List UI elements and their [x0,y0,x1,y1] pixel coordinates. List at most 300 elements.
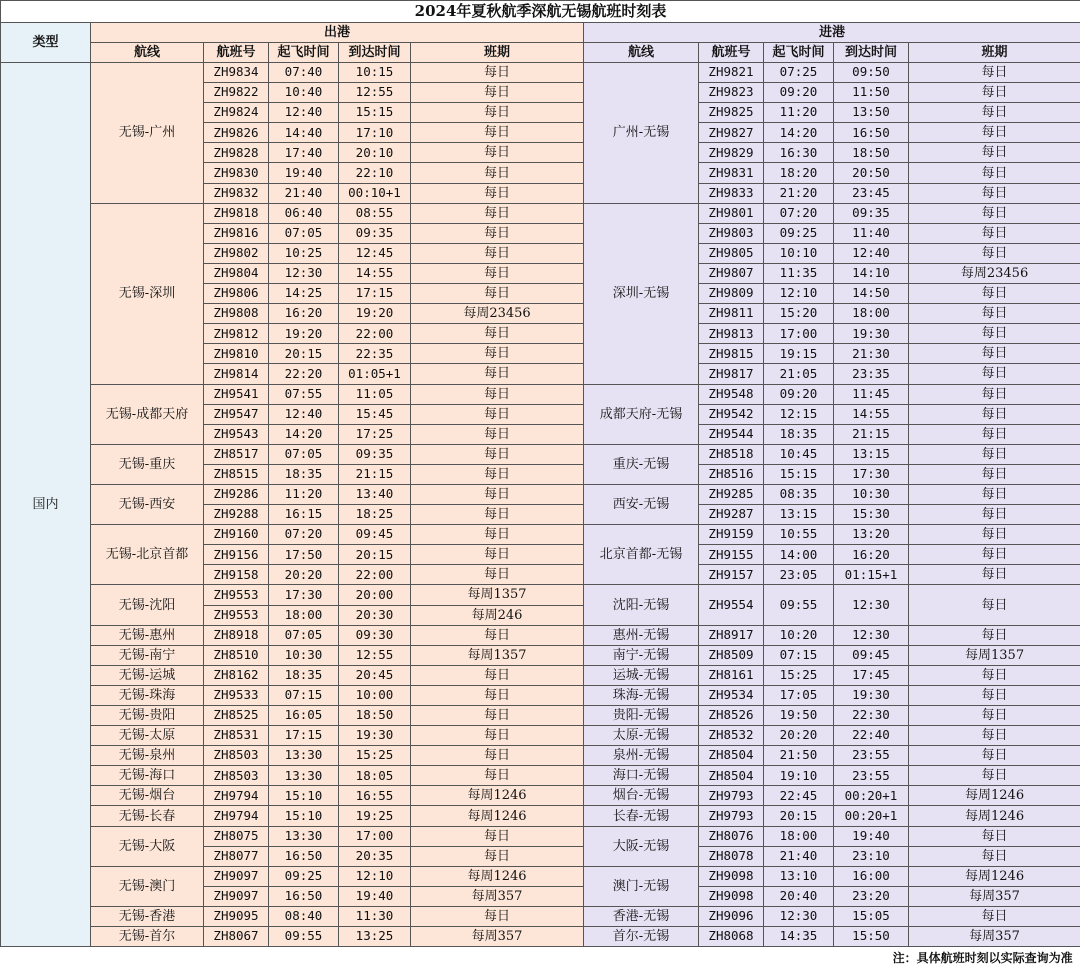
inbound-dep-cell: 21:20 [764,183,834,203]
outbound-arr-cell: 20:45 [339,665,411,685]
category-cell: 国内 [1,63,91,947]
outbound-dep-cell: 20:15 [269,344,339,364]
inbound-dep-cell: 10:20 [764,625,834,645]
inbound-schedule-cell: 每周1246 [909,866,1080,886]
inbound-schedule-cell: 每日 [909,665,1080,685]
outbound-schedule-cell: 每日 [411,63,584,83]
outbound-dep-cell: 07:20 [269,525,339,545]
outbound-flight-cell: ZH9541 [204,384,269,404]
inbound-flight-cell: ZH9817 [699,364,764,384]
outbound-arr-cell: 20:35 [339,846,411,866]
inbound-dep-cell: 18:20 [764,163,834,183]
outbound-flight-cell: ZH9288 [204,505,269,525]
outbound-arr-cell: 16:55 [339,786,411,806]
inbound-flight-cell: ZH9807 [699,263,764,283]
outbound-dep-cell: 10:25 [269,243,339,263]
inbound-arr-cell: 23:35 [834,364,909,384]
inbound-flight-cell: ZH8161 [699,665,764,685]
outbound-dep-cell: 12:30 [269,263,339,283]
outbound-schedule-cell: 每日 [411,706,584,726]
inbound-schedule-cell: 每日 [909,123,1080,143]
inbound-route-cell: 烟台-无锡 [584,786,699,806]
inbound-dep-cell: 09:25 [764,223,834,243]
out-dep-header: 起飞时间 [269,43,339,63]
outbound-route-cell: 无锡-烟台 [91,786,204,806]
inbound-schedule-cell: 每日 [909,103,1080,123]
inbound-schedule-cell: 每周1246 [909,786,1080,806]
outbound-arr-cell: 12:10 [339,866,411,886]
outbound-arr-cell: 11:30 [339,906,411,926]
outbound-arr-cell: 11:05 [339,384,411,404]
outbound-schedule-cell: 每日 [411,766,584,786]
outbound-dep-cell: 13:30 [269,766,339,786]
outbound-schedule-cell: 每日 [411,826,584,846]
outbound-schedule-cell: 每日 [411,83,584,103]
outbound-dep-cell: 17:30 [269,585,339,605]
outbound-schedule-cell: 每日 [411,384,584,404]
inbound-flight-cell: ZH9811 [699,304,764,324]
outbound-flight-cell: ZH9804 [204,263,269,283]
table-row [1,384,1080,404]
inbound-dep-cell: 18:35 [764,424,834,444]
outbound-flight-cell: ZH8162 [204,665,269,685]
outbound-dep-cell: 18:35 [269,464,339,484]
outbound-flight-cell: ZH9160 [204,525,269,545]
outbound-flight-cell: ZH8077 [204,846,269,866]
out-schedule-header: 班期 [411,43,584,63]
outbound-dep-cell: 09:25 [269,866,339,886]
inbound-flight-cell: ZH9285 [699,484,764,504]
outbound-dep-cell: 09:55 [269,927,339,947]
outbound-dep-cell: 08:40 [269,906,339,926]
outbound-dep-cell: 14:25 [269,284,339,304]
outbound-schedule-cell: 每日 [411,143,584,163]
inbound-schedule-cell: 每日 [909,706,1080,726]
table-row [1,625,1080,645]
inbound-flight-cell: ZH9544 [699,424,764,444]
inbound-arr-cell: 19:30 [834,324,909,344]
outbound-header: 出港 [91,23,584,43]
inbound-arr-cell: 13:20 [834,525,909,545]
outbound-dep-cell: 14:20 [269,424,339,444]
inbound-route-cell: 成都天府-无锡 [584,384,699,444]
inbound-schedule-cell: 每日 [909,304,1080,324]
inbound-arr-cell: 09:35 [834,203,909,223]
outbound-flight-cell: ZH9533 [204,685,269,705]
inbound-dep-cell: 11:20 [764,103,834,123]
inbound-schedule-cell: 每日 [909,685,1080,705]
outbound-route-cell: 无锡-成都天府 [91,384,204,444]
table-row [1,826,1080,846]
inbound-flight-cell: ZH9793 [699,806,764,826]
inbound-dep-cell: 15:15 [764,464,834,484]
inbound-flight-cell: ZH9825 [699,103,764,123]
outbound-route-cell: 无锡-贵阳 [91,706,204,726]
inbound-schedule-cell: 每日 [909,63,1080,83]
outbound-arr-cell: 19:20 [339,304,411,324]
outbound-route-cell: 无锡-沈阳 [91,585,204,625]
outbound-arr-cell: 19:30 [339,726,411,746]
table-row [1,203,1080,223]
outbound-route-cell: 无锡-西安 [91,484,204,524]
inbound-arr-cell: 15:30 [834,505,909,525]
inbound-schedule-cell: 每周357 [909,886,1080,906]
inbound-schedule-cell: 每日 [909,324,1080,344]
outbound-arr-cell: 15:45 [339,404,411,424]
outbound-schedule-cell: 每日 [411,284,584,304]
outbound-schedule-cell: 每日 [411,263,584,283]
inbound-schedule-cell: 每日 [909,525,1080,545]
inbound-dep-cell: 09:20 [764,384,834,404]
inbound-dep-cell: 21:50 [764,746,834,766]
inbound-arr-cell: 23:20 [834,886,909,906]
inbound-flight-cell: ZH9815 [699,344,764,364]
inbound-arr-cell: 14:50 [834,284,909,304]
inbound-dep-cell: 07:15 [764,645,834,665]
outbound-schedule-cell: 每周1357 [411,645,584,665]
inbound-arr-cell: 01:15+1 [834,565,909,585]
inbound-dep-cell: 13:15 [764,505,834,525]
outbound-dep-cell: 16:20 [269,304,339,324]
inbound-dep-cell: 12:30 [764,906,834,926]
out-route-header: 航线 [91,43,204,63]
inbound-dep-cell: 20:20 [764,726,834,746]
outbound-route-cell: 无锡-海口 [91,766,204,786]
table-row [1,726,1080,746]
outbound-flight-cell: ZH9553 [204,605,269,625]
inbound-flight-cell: ZH9829 [699,143,764,163]
outbound-flight-cell: ZH8517 [204,444,269,464]
outbound-arr-cell: 20:30 [339,605,411,625]
outbound-flight-cell: ZH9794 [204,786,269,806]
outbound-schedule-cell: 每日 [411,324,584,344]
outbound-flight-cell: ZH9286 [204,484,269,504]
inbound-dep-cell: 14:35 [764,927,834,947]
inbound-flight-cell: ZH9287 [699,505,764,525]
inbound-dep-cell: 10:10 [764,243,834,263]
inbound-arr-cell: 17:30 [834,464,909,484]
inbound-dep-cell: 21:40 [764,846,834,866]
inbound-flight-cell: ZH9534 [699,685,764,705]
outbound-schedule-cell: 每日 [411,103,584,123]
inbound-arr-cell: 14:10 [834,263,909,283]
inbound-schedule-cell: 每日 [909,826,1080,846]
outbound-dep-cell: 07:55 [269,384,339,404]
inbound-schedule-cell: 每日 [909,906,1080,926]
inbound-arr-cell: 17:45 [834,665,909,685]
outbound-flight-cell: ZH9822 [204,83,269,103]
outbound-flight-cell: ZH8503 [204,766,269,786]
inbound-flight-cell: ZH8917 [699,625,764,645]
inbound-dep-cell: 19:50 [764,706,834,726]
inbound-route-cell: 重庆-无锡 [584,444,699,484]
inbound-dep-cell: 18:00 [764,826,834,846]
outbound-arr-cell: 17:25 [339,424,411,444]
outbound-schedule-cell: 每日 [411,685,584,705]
outbound-route-cell: 无锡-广州 [91,63,204,204]
outbound-dep-cell: 10:40 [269,83,339,103]
outbound-flight-cell: ZH9543 [204,424,269,444]
inbound-arr-cell: 09:45 [834,645,909,665]
inbound-route-cell: 长春-无锡 [584,806,699,826]
outbound-arr-cell: 08:55 [339,203,411,223]
inbound-schedule-cell: 每日 [909,344,1080,364]
inbound-schedule-cell: 每日 [909,364,1080,384]
outbound-flight-cell: ZH9547 [204,404,269,424]
table-row [1,766,1080,786]
inbound-dep-cell: 09:55 [764,585,834,625]
inbound-route-cell: 首尔-无锡 [584,927,699,947]
outbound-schedule-cell: 每日 [411,505,584,525]
inbound-flight-cell: ZH8504 [699,766,764,786]
inbound-arr-cell: 11:45 [834,384,909,404]
outbound-flight-cell: ZH9834 [204,63,269,83]
inbound-route-cell: 贵阳-无锡 [584,706,699,726]
outbound-schedule-cell: 每日 [411,404,584,424]
inbound-dep-cell: 19:15 [764,344,834,364]
inbound-schedule-cell: 每日 [909,284,1080,304]
table-row [1,927,1080,947]
inbound-dep-cell: 09:20 [764,83,834,103]
outbound-dep-cell: 07:05 [269,625,339,645]
outbound-arr-cell: 22:35 [339,344,411,364]
outbound-route-cell: 无锡-澳门 [91,866,204,906]
outbound-route-cell: 无锡-长春 [91,806,204,826]
inbound-arr-cell: 18:00 [834,304,909,324]
table-row [1,746,1080,766]
inbound-flight-cell: ZH9803 [699,223,764,243]
outbound-dep-cell: 16:15 [269,505,339,525]
outbound-arr-cell: 14:55 [339,263,411,283]
inbound-arr-cell: 16:20 [834,545,909,565]
inbound-arr-cell: 16:00 [834,866,909,886]
inbound-flight-cell: ZH8076 [699,826,764,846]
outbound-dep-cell: 22:20 [269,364,339,384]
outbound-dep-cell: 16:05 [269,706,339,726]
inbound-schedule-cell: 每日 [909,444,1080,464]
inbound-flight-cell: ZH8516 [699,464,764,484]
inbound-dep-cell: 15:25 [764,665,834,685]
inbound-schedule-cell: 每日 [909,726,1080,746]
inbound-flight-cell: ZH8078 [699,846,764,866]
outbound-dep-cell: 12:40 [269,103,339,123]
table-row [1,484,1080,504]
outbound-dep-cell: 21:40 [269,183,339,203]
inbound-dep-cell: 19:10 [764,766,834,786]
inbound-arr-cell: 15:50 [834,927,909,947]
inbound-arr-cell: 23:55 [834,746,909,766]
in-arr-header: 到达时间 [834,43,909,63]
outbound-dep-cell: 20:20 [269,565,339,585]
outbound-arr-cell: 10:15 [339,63,411,83]
outbound-dep-cell: 15:10 [269,786,339,806]
outbound-arr-cell: 17:15 [339,284,411,304]
outbound-schedule-cell: 每周357 [411,886,584,906]
table-row [1,806,1080,826]
outbound-flight-cell: ZH9158 [204,565,269,585]
outbound-flight-cell: ZH8515 [204,464,269,484]
outbound-schedule-cell: 每日 [411,464,584,484]
inbound-route-cell: 太原-无锡 [584,726,699,746]
outbound-arr-cell: 09:30 [339,625,411,645]
inbound-arr-cell: 22:30 [834,706,909,726]
outbound-flight-cell: ZH8525 [204,706,269,726]
outbound-flight-cell: ZH9824 [204,103,269,123]
outbound-schedule-cell: 每日 [411,625,584,645]
outbound-flight-cell: ZH8510 [204,645,269,665]
outbound-schedule-cell: 每日 [411,565,584,585]
inbound-arr-cell: 09:50 [834,63,909,83]
inbound-flight-cell: ZH9096 [699,906,764,926]
outbound-dep-cell: 07:40 [269,63,339,83]
inbound-schedule-cell: 每日 [909,746,1080,766]
page-title: 2024年夏秋航季深航无锡航班时刻表 [1,1,1080,23]
outbound-flight-cell: ZH9156 [204,545,269,565]
table-row [1,525,1080,545]
outbound-flight-cell: ZH8067 [204,927,269,947]
outbound-dep-cell: 06:40 [269,203,339,223]
outbound-schedule-cell: 每周1357 [411,585,584,605]
out-flight-header: 航班号 [204,43,269,63]
outbound-flight-cell: ZH9097 [204,866,269,886]
outbound-flight-cell: ZH9806 [204,284,269,304]
outbound-schedule-cell: 每日 [411,525,584,545]
inbound-flight-cell: ZH8504 [699,746,764,766]
outbound-flight-cell: ZH9814 [204,364,269,384]
outbound-schedule-cell: 每日 [411,846,584,866]
type-header: 类型 [1,23,91,63]
in-flight-header: 航班号 [699,43,764,63]
inbound-dep-cell: 12:15 [764,404,834,424]
outbound-schedule-cell: 每日 [411,726,584,746]
outbound-arr-cell: 19:40 [339,886,411,906]
outbound-flight-cell: ZH9808 [204,304,269,324]
inbound-flight-cell: ZH9155 [699,545,764,565]
outbound-schedule-cell: 每日 [411,424,584,444]
inbound-flight-cell: ZH9831 [699,163,764,183]
inbound-schedule-cell: 每日 [909,83,1080,103]
outbound-flight-cell: ZH9828 [204,143,269,163]
inbound-dep-cell: 17:05 [764,685,834,705]
outbound-schedule-cell: 每日 [411,746,584,766]
inbound-schedule-cell: 每日 [909,404,1080,424]
inbound-route-cell: 南宁-无锡 [584,645,699,665]
inbound-arr-cell: 10:30 [834,484,909,504]
inbound-flight-cell: ZH8068 [699,927,764,947]
outbound-schedule-cell: 每周1246 [411,786,584,806]
outbound-schedule-cell: 每周357 [411,927,584,947]
inbound-flight-cell: ZH8518 [699,444,764,464]
outbound-schedule-cell: 每日 [411,243,584,263]
inbound-flight-cell: ZH9809 [699,284,764,304]
outbound-dep-cell: 07:15 [269,685,339,705]
inbound-dep-cell: 14:20 [764,123,834,143]
outbound-dep-cell: 15:10 [269,806,339,826]
outbound-dep-cell: 16:50 [269,846,339,866]
outbound-route-cell: 无锡-香港 [91,906,204,926]
inbound-route-cell: 澳门-无锡 [584,866,699,906]
inbound-arr-cell: 23:10 [834,846,909,866]
inbound-arr-cell: 19:40 [834,826,909,846]
outbound-flight-cell: ZH9794 [204,806,269,826]
outbound-dep-cell: 19:20 [269,324,339,344]
inbound-flight-cell: ZH9827 [699,123,764,143]
inbound-flight-cell: ZH9805 [699,243,764,263]
inbound-flight-cell: ZH9823 [699,83,764,103]
outbound-flight-cell: ZH9832 [204,183,269,203]
outbound-arr-cell: 12:55 [339,83,411,103]
outbound-route-cell: 无锡-泉州 [91,746,204,766]
outbound-flight-cell: ZH8503 [204,746,269,766]
outbound-schedule-cell: 每日 [411,123,584,143]
inbound-dep-cell: 22:45 [764,786,834,806]
inbound-schedule-cell: 每日 [909,163,1080,183]
outbound-arr-cell: 22:00 [339,565,411,585]
outbound-dep-cell: 17:40 [269,143,339,163]
inbound-flight-cell: ZH9098 [699,866,764,886]
inbound-arr-cell: 23:45 [834,183,909,203]
inbound-schedule-cell: 每日 [909,505,1080,525]
inbound-schedule-cell: 每日 [909,585,1080,625]
outbound-schedule-cell: 每日 [411,484,584,504]
outbound-schedule-cell: 每日 [411,665,584,685]
inbound-arr-cell: 11:40 [834,223,909,243]
outbound-dep-cell: 07:05 [269,223,339,243]
outbound-flight-cell: ZH9810 [204,344,269,364]
outbound-arr-cell: 12:55 [339,645,411,665]
inbound-dep-cell: 21:05 [764,364,834,384]
outbound-arr-cell: 09:45 [339,525,411,545]
outbound-schedule-cell: 每日 [411,545,584,565]
inbound-dep-cell: 07:25 [764,63,834,83]
inbound-route-cell: 海口-无锡 [584,766,699,786]
outbound-flight-cell: ZH9818 [204,203,269,223]
outbound-flight-cell: ZH9553 [204,585,269,605]
inbound-arr-cell: 15:05 [834,906,909,926]
outbound-arr-cell: 15:15 [339,103,411,123]
outbound-flight-cell: ZH9816 [204,223,269,243]
table-row [1,645,1080,665]
inbound-arr-cell: 21:15 [834,424,909,444]
outbound-schedule-cell: 每周246 [411,605,584,625]
in-route-header: 航线 [584,43,699,63]
inbound-schedule-cell: 每日 [909,384,1080,404]
outbound-schedule-cell: 每日 [411,364,584,384]
inbound-arr-cell: 21:30 [834,344,909,364]
inbound-dep-cell: 23:05 [764,565,834,585]
outbound-dep-cell: 12:40 [269,404,339,424]
table-row [1,866,1080,886]
outbound-dep-cell: 10:30 [269,645,339,665]
outbound-dep-cell: 13:30 [269,746,339,766]
in-schedule-header: 班期 [909,43,1080,63]
outbound-arr-cell: 20:10 [339,143,411,163]
inbound-dep-cell: 08:35 [764,484,834,504]
outbound-route-cell: 无锡-深圳 [91,203,204,384]
inbound-flight-cell: ZH9813 [699,324,764,344]
outbound-flight-cell: ZH9095 [204,906,269,926]
outbound-schedule-cell: 每日 [411,906,584,926]
table-row [1,786,1080,806]
outbound-dep-cell: 13:30 [269,826,339,846]
outbound-arr-cell: 09:35 [339,444,411,464]
inbound-flight-cell: ZH9157 [699,565,764,585]
inbound-schedule-cell: 每日 [909,143,1080,163]
outbound-schedule-cell: 每日 [411,223,584,243]
outbound-arr-cell: 22:10 [339,163,411,183]
inbound-dep-cell: 10:45 [764,444,834,464]
inbound-schedule-cell: 每周1246 [909,806,1080,826]
